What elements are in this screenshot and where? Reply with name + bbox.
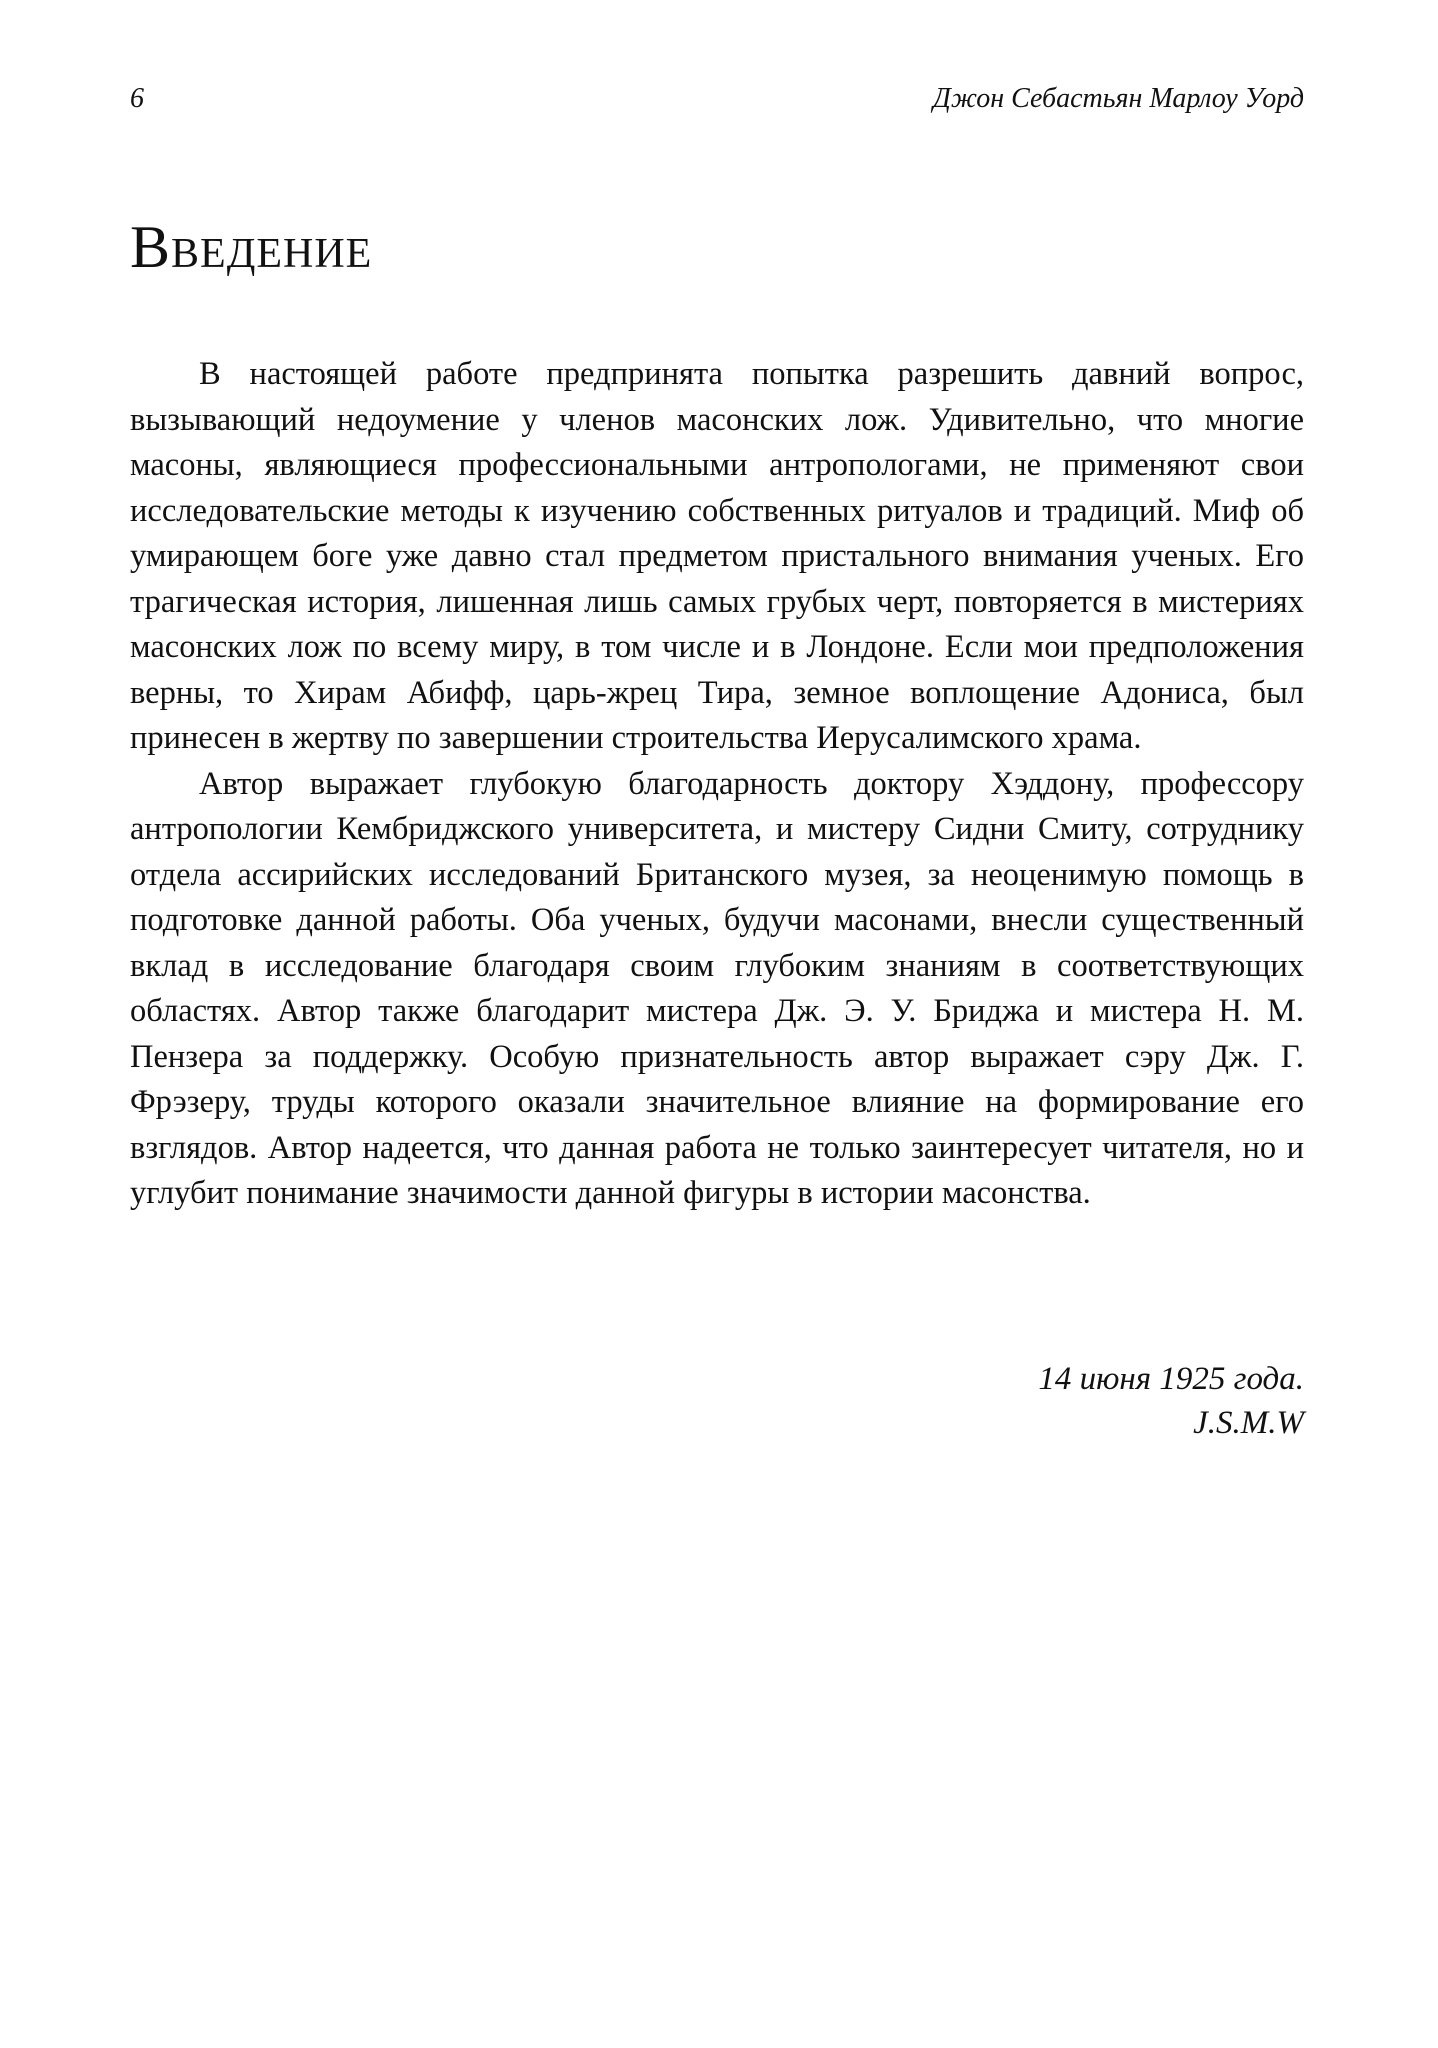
signature-initials: J.S.M.W: [1193, 1405, 1304, 1441]
paragraph-intro: В настоящей работе предпринята попытка разрешить давний вопрос, вызывающий недоумение у членов масонских лож. Удивительно, что многие масоны, являющиеся профессиональными антропологами, не применяют свои исследовательские методы к изучению собственных ритуалов и традиций. Миф об умирающем боге уже давно стал предметом пристального внимания ученых. Его трагическая история, лишенная лишь самых грубых черт, повторяется в мистериях масонских лож по всему миру, в том числе и в Лондоне. Если мои предположения верны, то Хирам Абифф, царь-жрец Тира, земное воплощение Адониса, был принесен в жертву по завершении строительства Иерусалимского храма.: [130, 356, 1304, 756]
running-title: Джон Себастьян Марлоу Уорд: [933, 83, 1304, 114]
signature-block: [1038, 1357, 1304, 1445]
signature-date: 14 июня 1925 года.: [1038, 1361, 1304, 1397]
page-number: 6: [130, 83, 144, 114]
paragraph-acknowledgements: Автор выражает глубокую благодарность доктору Хэддону, профессору антропологии Кембриджского университета, и мистеру Сидни Смиту, сотруднику отдела ассирийских исследований Британского музея, за неоценимую помощь в подготовке данной работы. Оба ученых, будучи масонами, внесли существенный вклад в исследование благодаря своим глубоким знаниям в соответствующих областях. Автор также благодарит мистера Дж. Э. У. Бриджа и мистера Н. М. Пензера за поддержку. Особую признательность автор выражает сэру Дж. Г. Фрэзеру, труды которого оказали значительное влияние на формирование его взглядов. Автор надеется, что данная работа не только заинтересует читателя, но и углубит понимание значимости данной фигуры в истории масонства.: [130, 765, 1304, 1211]
body-text: [130, 352, 1304, 1217]
chapter-title: Введение: [130, 214, 373, 280]
